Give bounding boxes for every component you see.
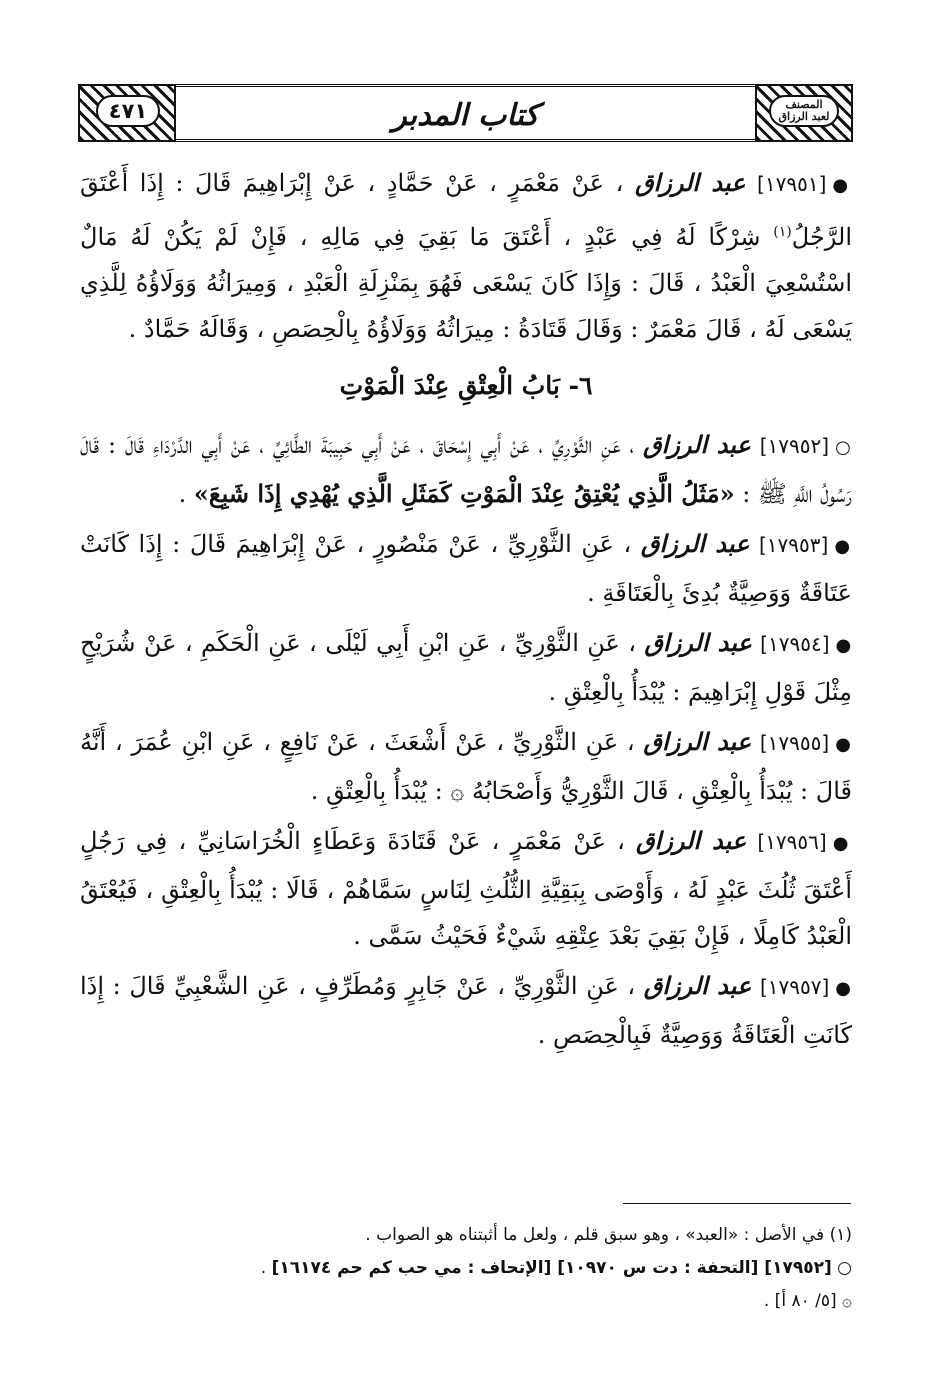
footnote-tail: . <box>260 1258 267 1278</box>
entry-number: [١٧٩٥١] <box>757 172 827 196</box>
author-name: عبد الرزاق <box>636 826 747 855</box>
entry-mark: ● <box>832 175 852 196</box>
page-header <box>78 84 853 144</box>
entry-text: ، عَنِ الثَّوْرِيِّ ، عَنْ أَبِي إِسْحَاقَ ، عَنْ أَبِي حَبِيبَةَ الطَّائِيِّ ، عَنْ أَبِي الدَّرْدَاءِ قَالَ : قَالَ رَسُولُ اللَّهِ ﷺ : <box>80 431 852 508</box>
footnote <box>80 1253 852 1284</box>
entry-number: [١٧٩٥٥] <box>759 731 830 755</box>
entry-mark: ● <box>835 635 852 656</box>
hadith-entry <box>80 521 852 616</box>
header-band <box>176 84 755 142</box>
hadith-entry <box>80 620 852 715</box>
entry-mark: ● <box>832 833 852 854</box>
author-name: عبد الرزاق <box>643 971 752 1000</box>
book-title: كتاب المدبر <box>316 93 616 137</box>
footnote-mark: ○ <box>837 1258 852 1278</box>
entry-mark: ● <box>835 734 852 755</box>
footnote: (١) في الأصل : «العبد» ، وهو سبق قلم ، ولعل ما أثبتناه هو الصواب . <box>365 1225 852 1245</box>
author-name: عبد الرزاق <box>634 168 746 197</box>
emblem-line1: المصنف <box>785 98 823 111</box>
chapter-heading: ٦- بَابُ الْعِتْقِ عِنْدَ الْمَوْتِ <box>339 371 593 400</box>
emblem-line2: لعبد الرزاق <box>778 110 830 123</box>
entry-tail: . <box>178 480 187 508</box>
hadith-entry <box>80 160 852 352</box>
entry-text: ، عَنِ الثَّوْرِيِّ ، عَنْ جَابِرٍ وَمُطَرِّفٍ ، عَنِ الشَّعْبِيِّ قَالَ : إِذَا كَانَتِ الْعَتَاقَةُ وَوَصِيَّةٌ فَبِالْحِصَصِ . <box>80 972 852 1049</box>
entry-number: [١٧٩٥٣] <box>758 533 829 557</box>
entry-text: ، عَنِ الثَّوْرِيِّ ، عَنْ أَشْعَثَ ، عَنْ نَافِعٍ ، عَنِ ابْنِ عُمَرَ ، أَنَّهُ قَالَ : يُبْدَأُ بِالْعِتْقِ ، قَالَ الثَّوْرِيُّ وَأَصْحَابُهُ ۞ : يُبْدَأُ بِالْعِتْقِ . <box>80 728 852 805</box>
author-name: عبد الرزاق <box>640 529 750 558</box>
author-name: عبد الرزاق <box>643 727 752 756</box>
entry-text: ، عَنِ الثَّوْرِيِّ ، عَنْ مَنْصُورٍ ، عَنْ إِبْرَاهِيمَ قَالَ : إِذَا كَانَتْ عَتَاقَةٌ وَوَصِيَّةٌ بُدِئَ بِالْعَتَاقَةِ . <box>80 530 852 607</box>
entry-text: شِرْكًا لَهُ فِي عَبْدٍ ، أَعْتَقَ مَا بَقِيَ فِي مَالِهِ ، فَإِنْ لَمْ يَكُنْ لَهُ مَالٌ اسْتُسْعِيَ الْعَبْدُ ، قَالَ : وَإِذَا كَانَ يَسْعَى فَهُوَ بِمَنْزِلَةِ الْعَبْدِ ، وَمِيرَاثُهُ وَوَلَاؤُهُ لِلَّذِي يَسْعَى لَهُ ، قَالَ مَعْمَرٌ : وَقَالَ قَتَادَةُ : مِيرَاثُهُ وَوَلَاؤُهُ بِالْحِصَصِ ، وَقَالَهُ حَمَّادٌ . <box>80 223 852 343</box>
hadith-entry <box>80 422 852 517</box>
footnote: ۞ [٥/ ٨٠ أ] . <box>763 1291 852 1311</box>
hadith-entry <box>80 719 852 814</box>
entry-mark: ○ <box>835 437 852 458</box>
author-name: عبد الرزاق <box>643 430 751 459</box>
entry-number: [١٧٩٥٢] <box>759 434 830 458</box>
footnote-divider <box>623 1203 851 1204</box>
page-number: ٤٧١ <box>96 95 160 127</box>
entry-mark: ● <box>835 978 852 999</box>
entry-text: ، عَنِ الثَّوْرِيِّ ، عَنِ ابْنِ أَبِي لَيْلَى ، عَنِ الْحَكَمِ ، عَنْ شُرَيْحٍ مِثْلَ قَوْلِ إِبْرَاهِيمَ : يُبْدَأُ بِالْعِتْقِ . <box>80 629 852 706</box>
entry-number: [١٧٩٥٤] <box>760 632 830 656</box>
main-text <box>80 160 852 1062</box>
author-name: عبد الرزاق <box>644 628 752 657</box>
book-emblem <box>769 95 839 127</box>
hadith-entry <box>80 818 852 959</box>
footnote-reference: [١٧٩٥٢] [التحفة : دت س ١٠٩٧٠] [الإتحاف : مي حب كم حم ١٦١٧٤] <box>271 1258 832 1278</box>
entry-number: [١٧٩٥٦] <box>757 830 827 854</box>
entry-text-head: ، عَنْ مَعْمَرٍ ، عَنْ حَمَّادٍ ، عَنْ إِبْرَاهِيمَ قَالَ : إِذَا أَعْتَقَ الرَّجُلُ <box>80 169 852 251</box>
hadith-quote: «مَثَلُ الَّذِي يُعْتِقُ عِنْدَ الْمَوْتِ كَمَثَلِ الَّذِي يُهْدِي إِذَا شَبِعَ» <box>193 479 735 508</box>
footnotes <box>80 1220 852 1319</box>
entry-number: [١٧٩٥٧] <box>759 975 830 999</box>
entry-text: ، عَنْ مَعْمَرٍ ، عَنْ قَتَادَةَ وَعَطَاءٍ الْخُرَاسَانِيِّ ، فِي رَجُلٍ أَعْتَقَ ثُلُثَ عَبْدٍ لَهُ ، وَأَوْصَى بِبَقِيَّةِ الثُّلُثِ لِنَاسٍ سَمَّاهُمْ ، قَالَا : يُبْدَأُ بِالْعِتْقِ ، فَيُعْتَقُ الْعَبْدُ كَامِلًا ، فَإِنْ بَقِيَ بَعْدَ عِتْقِهِ شَيْءٌ فَحَيْثُ سَمَّى . <box>80 827 852 950</box>
entry-mark: ● <box>834 536 852 557</box>
hadith-entry <box>80 963 852 1058</box>
footnote-ref[interactable]: (١) <box>773 224 792 240</box>
